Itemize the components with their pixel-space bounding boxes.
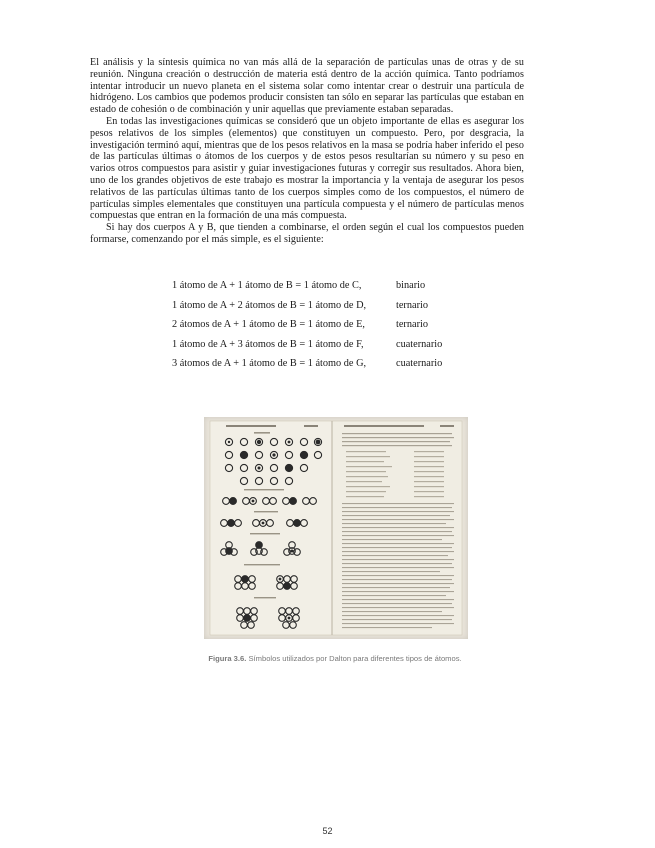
page-number: 52 [322,826,333,836]
reaction-equation: 3 átomos de A + 1 átomo de B = 1 átomo de G, [172,358,367,370]
reaction-equation: 1 átomo de A + 1 átomo de B = 1 átomo de C, [172,280,362,291]
reaction-row [172,354,492,374]
reaction-row [172,296,492,316]
reaction-row [172,335,492,355]
reaction-equation: 1 átomo de A + 3 átomos de B = 1 átomo de F, [172,338,364,350]
reaction-type: ternario [396,319,429,331]
dalton-plate-image [204,417,468,639]
figure-caption [190,654,480,663]
reaction-list [172,276,492,374]
figure-label: Figura 3.6. [208,654,247,663]
reaction-row [172,276,492,296]
reaction-equation: 2 átomos de A + 1 átomo de B = 1 átomo de E, [172,319,365,331]
paragraph-3: Si hay dos cuerpos A y B, que tienden a combinarse, el orden según el cual los compuestos pueden formarse, comenzando por el más simple, es el siguiente: [90,222,524,245]
paragraph-1: El análisis y la síntesis química no van más allá de la separación de partículas unas de otras y de su reunión. Ninguna creación o destrucción de materia está dentro de la acción química. Tanto podríamos intentar introducir un nuevo planeta en el sistema solar como intentar crear o destruir una partícula de hidrógeno. Los cambios que podemos producir consisten tan sólo en separar las partículas que estaban en estado de cohesión o de combinación y unir aquellas que previamente estaban separadas. [90,57,524,116]
reaction-equation: 1 átomo de A + 2 átomos de B = 1 átomo de D, [172,299,367,311]
reaction-type: cuaternario [396,358,443,370]
figure-caption-text: Símbolos utilizados por Dalton para diferentes tipos de átomos. [248,654,462,663]
paragraph-2: En todas las investigaciones químicas se consideró que un objeto importante de ellas es asegurar los pesos relativos de los simples (elementos) que constituyen un compuesto. Pero, por desgracia, la investigación terminó aquí, mientras que de los pesos relativos en la masa se podría haber inferido el peso de las partículas últimas o átomos de los cuerpos y de estos pesos resultarían su número y su peso en varios otros compuestos para asistir y guiar investigaciones futuras y corregir sus resultados. Ahora bien, uno de los grandes objetivos de este trabajo es mostrar la importancia y la ventaja de asegurar los pesos relativos de las partículas últimas tanto de los cuerpos simples como de los compuestos, el número de partículas simples elementales que constituyen una partícula compuesta y el número de partículas menos compuestas que entran en la formación de una más compuesta. [90,115,524,222]
reaction-row [172,315,492,335]
reaction-type: ternario [396,299,429,311]
reaction-type: cuaternario [396,338,443,350]
body-text [90,57,524,246]
reaction-type: binario [396,280,426,291]
